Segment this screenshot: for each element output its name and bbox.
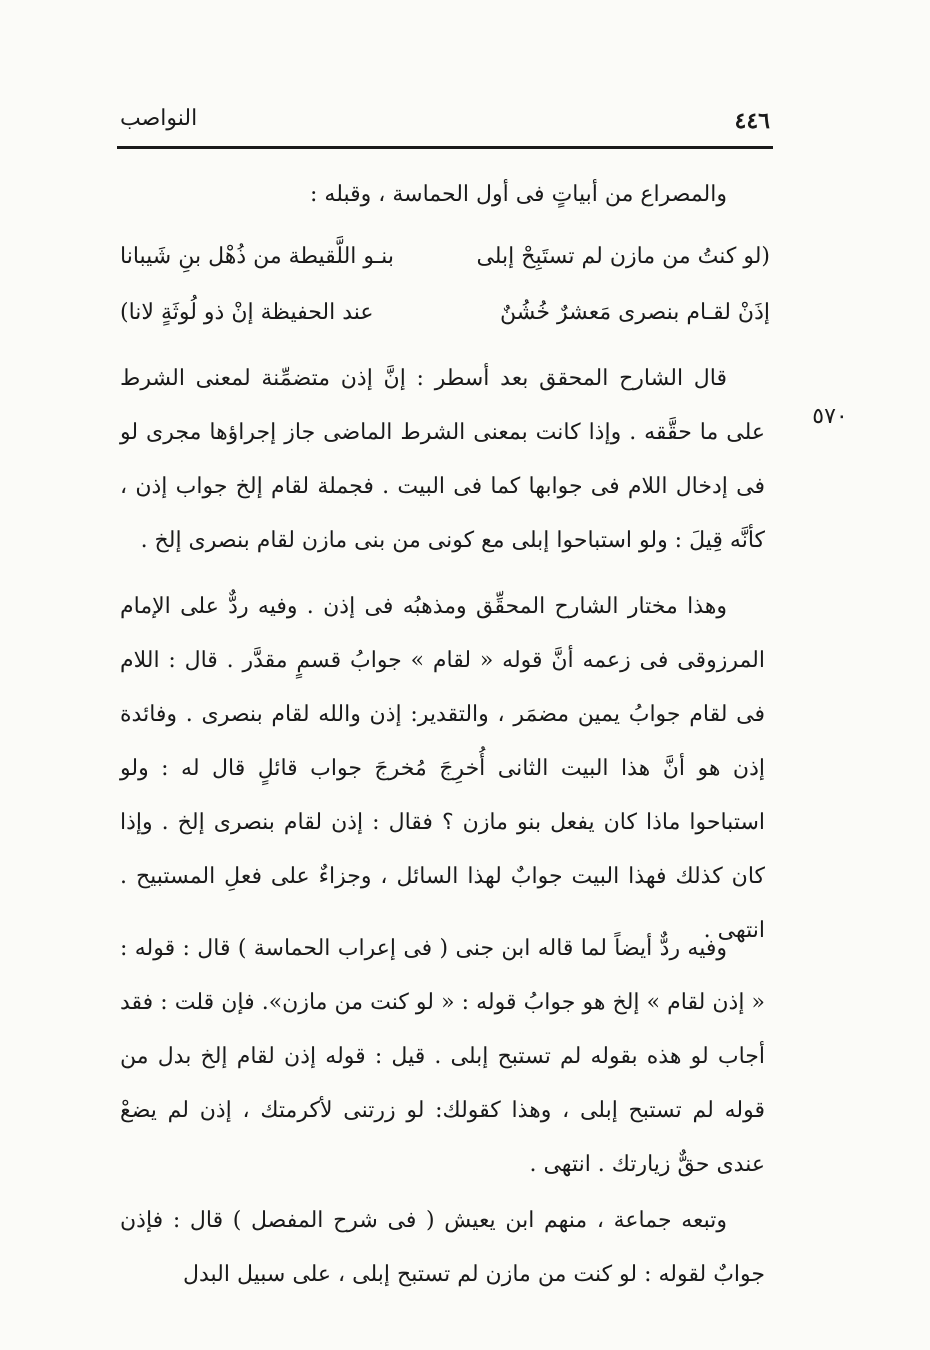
verse-2-second-hemistich: عند الحفيظة إنْ ذو لُوثَةٍ لانا) xyxy=(120,300,374,325)
intro-line: والمصراع من أبياتٍ فى أول الحماسة ، وقبله : xyxy=(310,182,727,207)
paragraph-1-block xyxy=(120,352,765,568)
paragraph-2-block xyxy=(120,580,765,958)
running-title: النواصب xyxy=(120,106,198,131)
paragraph-4: وتبعه جماعة ، منهم ابن يعيش ( فى شرح المفصل ) قال : فإذن جوابٌ لقوله : لو كنت من مازن لم تستبح إبلى ، على سبيل البدل xyxy=(120,1208,765,1287)
verse-line-1 xyxy=(120,230,770,284)
paragraph-4-block xyxy=(120,1194,765,1302)
intro-line-block xyxy=(120,168,765,222)
header-rule xyxy=(117,146,773,149)
page-number: ٤٤٦ xyxy=(734,108,770,134)
verse-line-2 xyxy=(120,286,770,340)
verse-2-first-hemistich: إذَنْ لقـام بنصرى مَعشرٌ خُشُنٌ xyxy=(500,300,770,325)
verse-1-second-hemistich: بنـو اللَّقيطة من ذُهْل بنِ شَيبانا xyxy=(120,244,394,269)
verse-block xyxy=(120,230,770,340)
margin-line-number: ٥٧٠ xyxy=(812,404,848,429)
paragraph-2: وهذا مختار الشارح المحقِّق ومذهبُه فى إذن . وفيه ردٌّ على الإمام المرزوقى فى زعمه أنَّ قوله « لقام » جوابُ قسمٍ مقدَّر . قال : اللام فى لقام جوابُ يمين مضمَر ، والتقدير: إذن والله لقام بنصرى . وفائدة إذن هو أنَّ هذا البيت الثانى أُخرِجَ مُخرجَ جواب قائلٍ قال له : ولو استباحوا ماذا كان يفعل بنو مازن ؟ فقال : إذن لقام بنصرى إلخ . وإذا كان كذلك فهذا البيت جوابٌ لهذا السائل ، وجزاءٌ على فعلِ المستبيح . انتهى . xyxy=(120,594,765,943)
paragraph-3-block xyxy=(120,922,765,1192)
paragraph-3: وفيه ردٌّ أيضاً لما قاله ابن جنى ( فى إعراب الحماسة ) قال : قوله : « إذن لقام » إلخ هو جوابُ قوله : « لو كنت من مازن». فإن قلت : فقد أجاب لو هذه بقوله لم تستبح إبلى . قيل : قوله إذن لقام إلخ بدل من قوله لم تستبح إبلى ، وهذا كقولك: لو زرتنى لأكرمتك ، إذن لم يضعْ عندى حقٌّ زيارتك . انتهى . xyxy=(120,936,765,1177)
verse-1-first-hemistich: (لو كنتُ من مازن لم تستَبِحْ إبلى xyxy=(476,244,770,269)
paragraph-1: قال الشارح المحقق بعد أسطر : إنَّ إذن متضمِّنة لمعنى الشرط على ما حقَّقه . وإذا كانت بمعنى الشرط الماضى جاز إجراؤها مجرى لو فى إدخال اللام فى جوابها كما فى البيت . فجملة لقام إلخ جواب إذن ، كأنَّه قِيلَ : ولو استباحوا إبلى مع كونى من بنى مازن لقام بنصرى إلخ . xyxy=(120,366,765,553)
